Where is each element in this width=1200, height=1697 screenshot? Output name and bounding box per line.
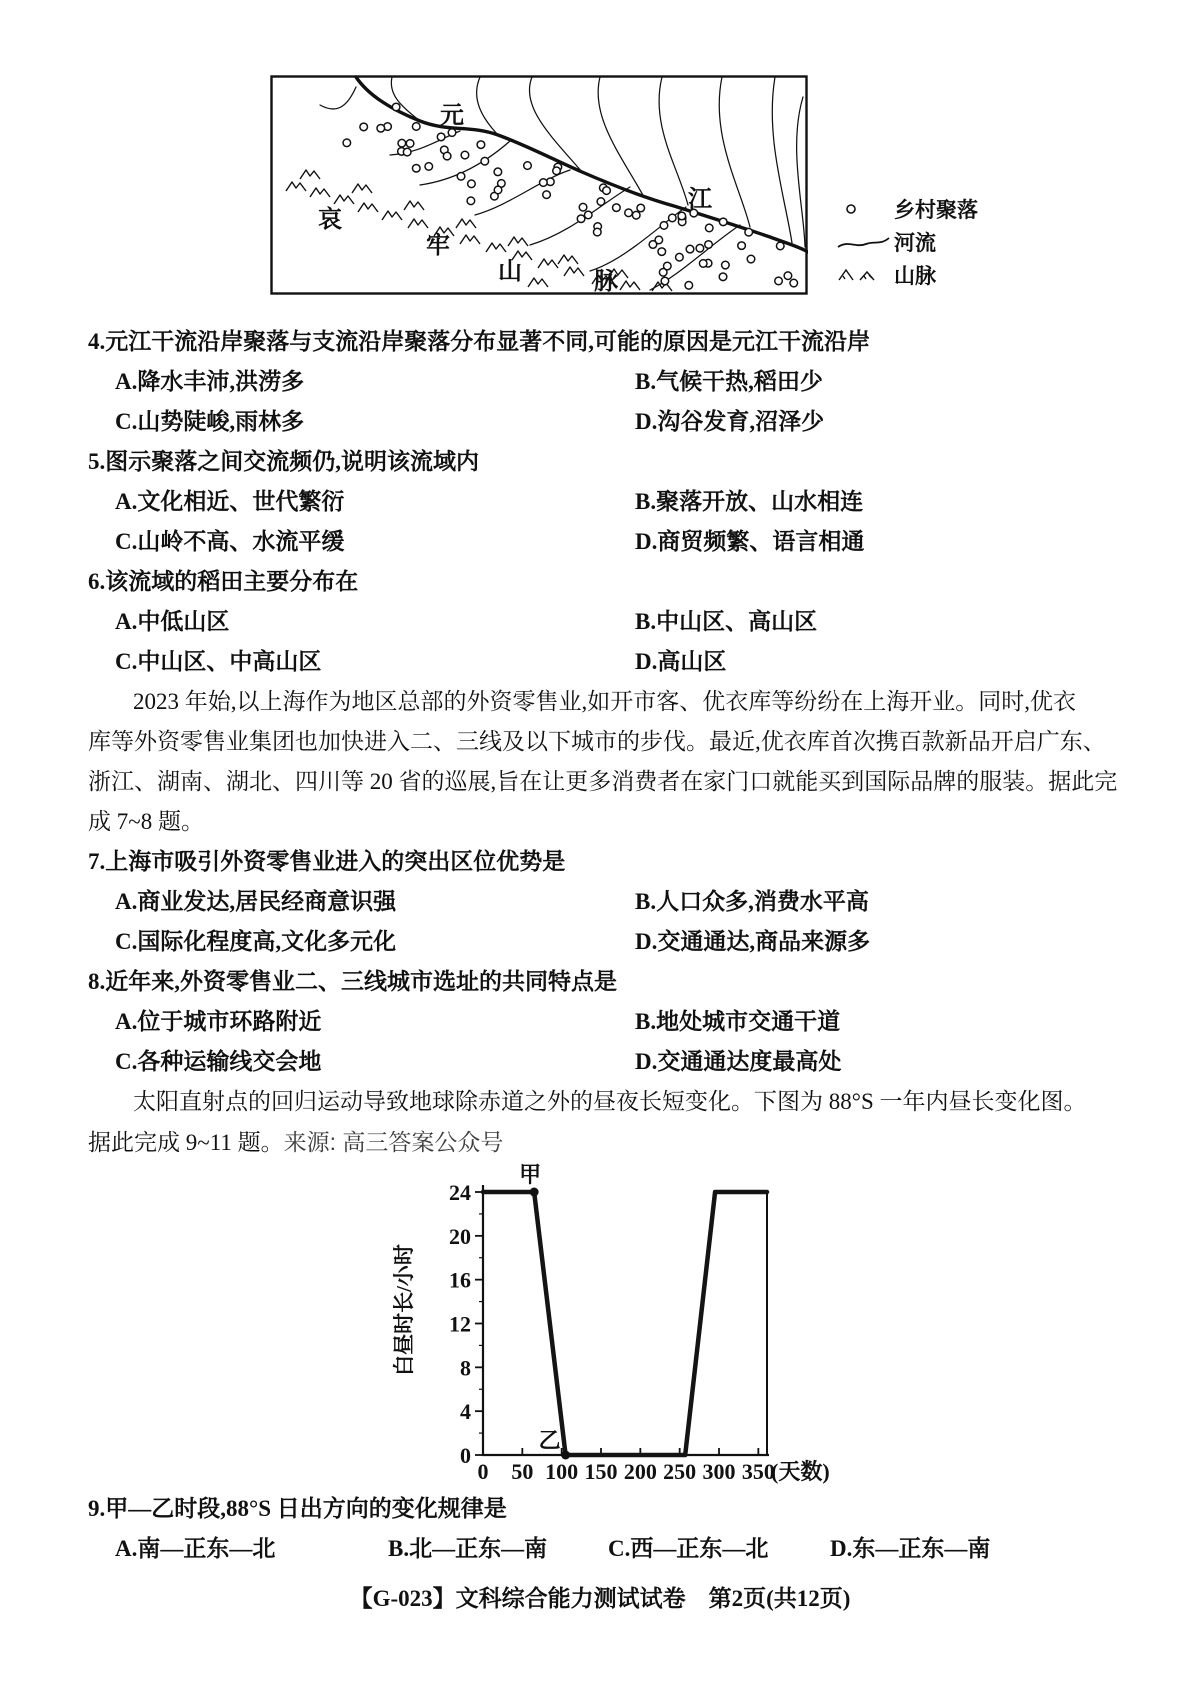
svg-text:24: 24 — [449, 1180, 471, 1205]
passage-2-line-2-text: 据此完成 9~11 题。 — [88, 1130, 284, 1155]
svg-text:50: 50 — [511, 1459, 534, 1484]
option-4c: C.山势陡峻,雨林多 — [115, 409, 305, 434]
question-5-options-cd — [88, 522, 1128, 562]
passage-1-line-1: 2023 年始,以上海作为地区总部的外资零售业,如开市客、优衣库等纷纷在上海开业。同时,优衣 — [133, 689, 1076, 714]
question-5-stem: 5.图示聚落之间交流频仍,说明该流域内 — [88, 449, 479, 474]
svg-text:250: 250 — [663, 1459, 697, 1484]
option-4a: A.降水丰沛,洪涝多 — [115, 369, 305, 394]
option-6a: A.中低山区 — [115, 609, 230, 634]
svg-text:8: 8 — [460, 1355, 471, 1381]
option-9d: D.东—正东—南 — [830, 1536, 991, 1561]
chart-annotation: 甲 — [519, 1162, 542, 1187]
svg-text:20: 20 — [449, 1223, 471, 1249]
river-basin-map — [270, 75, 808, 295]
daylight-series-line — [483, 1192, 767, 1455]
option-6c: C.中山区、中高山区 — [115, 649, 322, 674]
question-8-stem: 8.近年来,外资零售业二、三线城市选址的共同特点是 — [88, 969, 617, 994]
legend-label-settlement: 乡村聚落 — [894, 197, 978, 222]
question-4-stem: 4.元江干流沿岸聚落与支流沿岸聚落分布显著不同,可能的原因是元江干流沿岸 — [88, 329, 870, 354]
question-7-stem: 7.上海市吸引外资零售业进入的突出区位优势是 — [88, 849, 566, 874]
legend-row-settlement — [836, 192, 1056, 225]
option-6d: D.高山区 — [635, 649, 727, 674]
map-label: 江 — [688, 187, 712, 213]
question-4-options-ab — [88, 362, 1128, 402]
legend-label-river: 河流 — [894, 230, 936, 255]
svg-text:100: 100 — [545, 1459, 579, 1484]
page-footer-text: 【G-023】文科综合能力测试试卷 第2页(共12页) — [349, 1586, 851, 1611]
option-8a: A.位于城市环路附近 — [115, 1009, 322, 1034]
svg-text:300: 300 — [702, 1459, 736, 1484]
daylight-chart-figure — [385, 1152, 855, 1497]
svg-text:150: 150 — [584, 1459, 618, 1484]
map-label: 哀 — [318, 207, 342, 233]
option-7b: B.人口众多,消费水平高 — [635, 889, 869, 914]
chart-xlabel: (天数) — [771, 1459, 830, 1484]
mountain-icon — [836, 265, 894, 285]
question-8-options-ab — [88, 1002, 1128, 1042]
map-label: 脉 — [594, 269, 618, 295]
option-7d: D.交通通达,商品来源多 — [635, 929, 871, 954]
page-footer — [0, 1580, 1200, 1613]
option-8d: D.交通通达度最高处 — [635, 1049, 842, 1074]
map-label: 牢 — [426, 233, 450, 259]
svg-text:4: 4 — [460, 1399, 471, 1425]
svg-text:350: 350 — [741, 1459, 775, 1484]
option-7c: C.国际化程度高,文化多元化 — [115, 929, 397, 954]
question-6-options-ab — [88, 602, 1128, 642]
river-line-icon — [836, 232, 894, 252]
legend-label-mountain: 山脉 — [894, 263, 936, 288]
passage-1-line-3: 浙江、湖南、湖北、四川等 20 省的巡展,旨在让更多消费者在家门口就能买到国际品牌的服装。据此完 — [88, 769, 1118, 794]
option-9b: B.北—正东—南 — [388, 1536, 548, 1561]
question-9-block — [88, 1489, 1128, 1569]
svg-text:0: 0 — [460, 1443, 471, 1468]
question-7-options-cd — [88, 922, 1128, 962]
chart-annotation: 乙 — [538, 1428, 561, 1453]
question-4-options-cd — [88, 402, 1128, 442]
option-9a: A.南—正东—北 — [115, 1536, 276, 1561]
svg-text:200: 200 — [623, 1459, 657, 1484]
question-9-options — [88, 1529, 1128, 1569]
option-8c: C.各种运输线交会地 — [115, 1049, 322, 1074]
daylight-duration-chart — [385, 1152, 855, 1497]
svg-text:12: 12 — [449, 1311, 471, 1337]
chart-ylabel: 白昼时长/小时 — [392, 1244, 416, 1376]
source-note: 来源: 高三答案公众号 — [283, 1129, 504, 1155]
map-label: 元 — [440, 103, 464, 129]
question-6-stem: 6.该流域的稻田主要分布在 — [88, 569, 359, 594]
questions-content — [88, 322, 1128, 1162]
settlement-circle-icon — [836, 199, 894, 219]
option-5d: D.商贸频繁、语言相通 — [635, 529, 865, 554]
option-4d: D.沟谷发育,沼泽少 — [635, 409, 825, 434]
option-5c: C.山岭不高、水流平缓 — [115, 529, 345, 554]
option-4b: B.气候干热,稻田少 — [635, 369, 823, 394]
question-8-options-cd — [88, 1042, 1128, 1082]
option-8b: B.地处城市交通干道 — [635, 1009, 841, 1034]
option-5b: B.聚落开放、山水相连 — [635, 489, 864, 514]
map-figure — [270, 75, 808, 295]
option-5a: A.文化相近、世代繁衍 — [115, 489, 345, 514]
legend-row-river — [836, 225, 1056, 258]
map-label: 山 — [498, 259, 522, 285]
option-9c: C.西—正东—北 — [608, 1536, 769, 1561]
svg-text:16: 16 — [449, 1267, 471, 1293]
question-6-options-cd — [88, 642, 1128, 682]
question-9-stem: 9.甲—乙时段,88°S 日出方向的变化规律是 — [88, 1496, 507, 1521]
option-6b: B.中山区、高山区 — [635, 609, 818, 634]
passage-2-line-1: 太阳直射点的回归运动导致地球除赤道之外的昼夜长短变化。下图为 88°S 一年内昼长变化图。 — [133, 1089, 1087, 1114]
map-legend — [836, 192, 1056, 291]
question-7-options-ab — [88, 882, 1128, 922]
svg-text:0: 0 — [477, 1459, 489, 1484]
option-7a: A.商业发达,居民经商意识强 — [115, 889, 397, 914]
passage-1-line-4: 成 7~8 题。 — [88, 809, 204, 834]
question-5-options-ab — [88, 482, 1128, 522]
legend-row-mountain — [836, 258, 1056, 291]
passage-1-line-2: 库等外资零售业集团也加快进入二、三线及以下城市的步伐。最近,优衣库首次携百款新品开启广东、 — [88, 729, 1106, 754]
